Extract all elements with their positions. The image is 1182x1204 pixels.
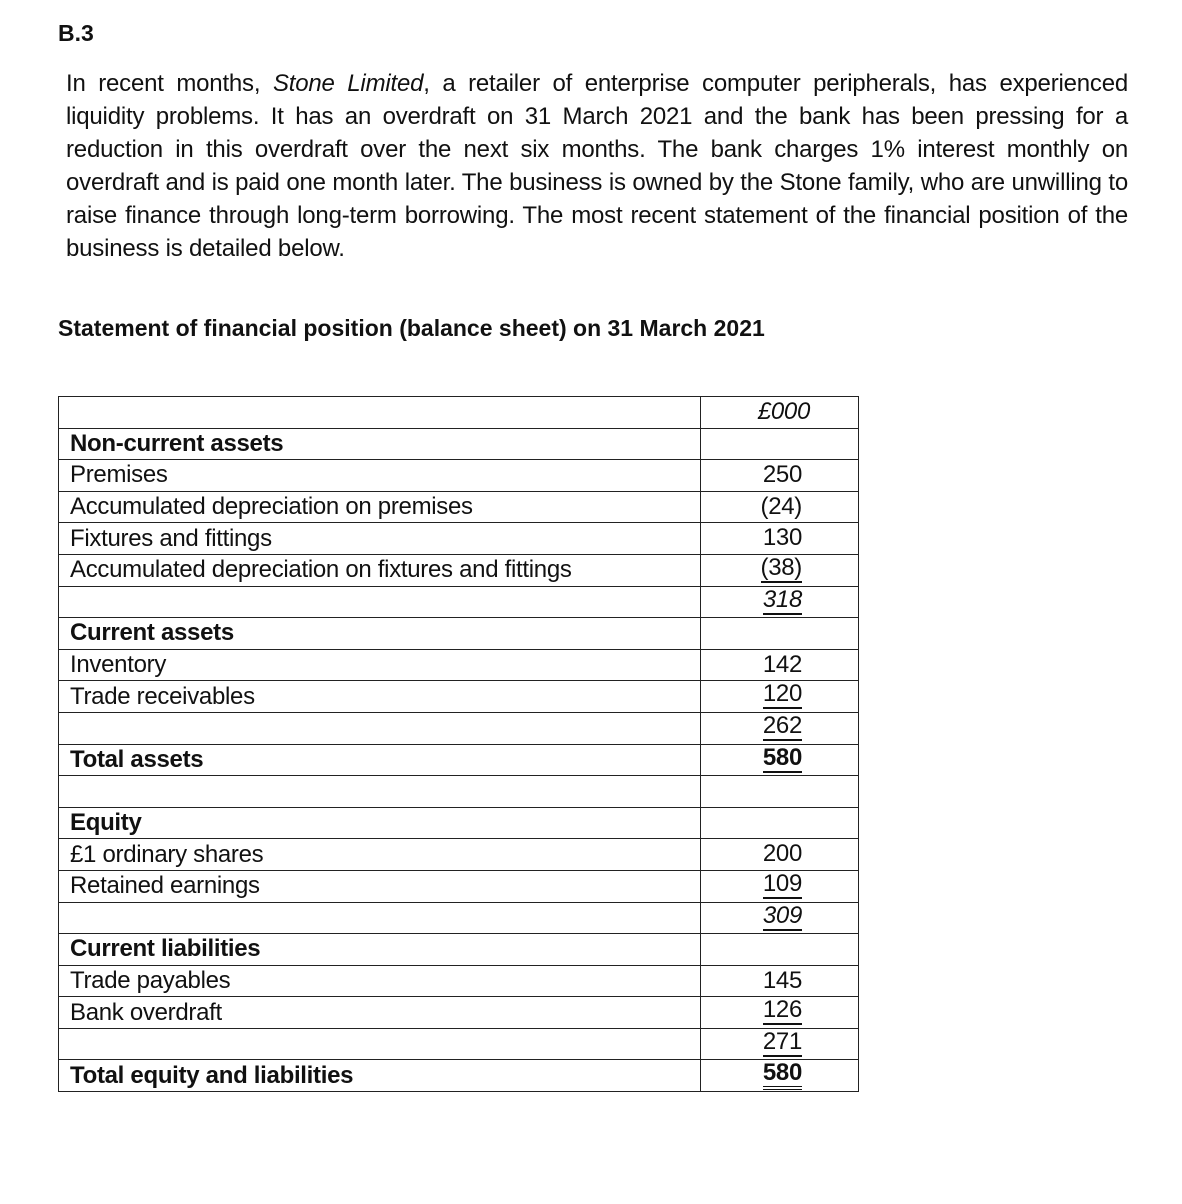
row-label: Total equity and liabilities: [59, 1060, 701, 1092]
row-label: [59, 1028, 701, 1060]
table-row: [59, 554, 859, 586]
table-row: [59, 870, 859, 902]
row-value: 142: [762, 650, 802, 678]
row-value-cell: [701, 586, 859, 618]
row-value-cell: [701, 902, 859, 934]
row-label: Trade receivables: [59, 681, 701, 713]
row-value-cell: [701, 744, 859, 776]
row-value: (38): [760, 553, 802, 581]
row-value-cell: [701, 649, 859, 681]
table-row: [59, 712, 859, 744]
table-row: [59, 839, 859, 871]
row-label: Non-current assets: [59, 428, 701, 460]
table-row: [59, 965, 859, 997]
row-value: 262: [762, 711, 802, 739]
row-value-cell: [701, 965, 859, 997]
row-label: Accumulated depreciation on premises: [59, 491, 701, 523]
table-row: [59, 1028, 859, 1060]
row-value-cell: [701, 523, 859, 555]
row-label: Bank overdraft: [59, 997, 701, 1029]
company-name: Stone Limited: [272, 70, 424, 97]
row-value-cell: [701, 934, 859, 966]
row-label: Trade payables: [59, 965, 701, 997]
table-row: [59, 649, 859, 681]
row-label: Accumulated depreciation on fixtures and fittings: [59, 554, 701, 586]
table-row: [59, 491, 859, 523]
row-value: 318: [762, 585, 802, 613]
row-value-cell: [701, 1060, 859, 1092]
row-label: Current assets: [59, 618, 701, 650]
row-value-cell: [701, 460, 859, 492]
table-row: [59, 460, 859, 492]
table-row: [59, 934, 859, 966]
table-header-row: [59, 397, 859, 429]
row-label: Total assets: [59, 744, 701, 776]
table-row: [59, 807, 859, 839]
row-label: Inventory: [59, 649, 701, 681]
row-value: 120: [762, 680, 802, 708]
table-row: [59, 586, 859, 618]
row-label: Equity: [59, 807, 701, 839]
row-label: Retained earnings: [59, 870, 701, 902]
table-row: [59, 776, 859, 808]
row-value: 109: [762, 869, 802, 897]
table-row: [59, 1060, 859, 1092]
row-label: Current liabilities: [59, 934, 701, 966]
balance-sheet-title: Statement of financial position (balance sheet) on 31 March 2021: [58, 315, 765, 341]
row-value: 580: [763, 1060, 802, 1090]
row-value-cell: [701, 554, 859, 586]
table-row: [59, 681, 859, 713]
row-value: 580: [762, 743, 802, 771]
row-value: 145: [762, 966, 802, 994]
table-row: [59, 997, 859, 1029]
row-value: 309: [762, 901, 802, 929]
row-value-cell: [701, 1028, 859, 1060]
unit-header: £000: [757, 398, 810, 425]
table-row: [59, 428, 859, 460]
row-label: £1 ordinary shares: [59, 839, 701, 871]
row-value-cell: [701, 428, 859, 460]
row-value-cell: [701, 870, 859, 902]
row-value-cell: [701, 618, 859, 650]
row-label: [59, 586, 701, 618]
intro-text-1: In recent months,: [66, 70, 273, 97]
header-label-cell: [59, 397, 701, 429]
balance-sheet-table: [58, 396, 859, 1092]
table-row: [59, 902, 859, 934]
table-row: [59, 744, 859, 776]
intro-paragraph: [66, 67, 1128, 265]
question-number: B.3: [58, 20, 94, 46]
table-row: [59, 523, 859, 555]
row-value-cell: [701, 491, 859, 523]
row-value-cell: [701, 997, 859, 1029]
row-label: [59, 776, 701, 808]
row-label: [59, 902, 701, 934]
row-value: 126: [762, 996, 802, 1024]
row-value: 200: [762, 840, 802, 868]
row-value-cell: [701, 807, 859, 839]
intro-text-2: , a retailer of enterprise computer peripherals, has experienced liquidity problems. It has an overdraft on 31 March 2021 and the bank has been pressing for a reduction in this overdraft over the next six months. The bank charges 1% interest monthly on overdraft and is paid one month later. The business is owned by the Stone family, who are unwilling to raise finance through long-term borrowing. The most recent statement of the financial position of the business is detailed below.: [66, 70, 1129, 262]
row-value-cell: [701, 776, 859, 808]
row-value-cell: [701, 712, 859, 744]
row-value: 250: [762, 461, 802, 489]
row-label: Fixtures and fittings: [59, 523, 701, 555]
row-label: Premises: [59, 460, 701, 492]
row-value: (24): [760, 492, 802, 520]
row-value-cell: [701, 681, 859, 713]
header-unit-cell: [701, 397, 859, 429]
table-row: [59, 618, 859, 650]
row-value: 130: [762, 524, 802, 552]
row-value-cell: [701, 839, 859, 871]
row-label: [59, 712, 701, 744]
row-value: 271: [762, 1027, 802, 1055]
